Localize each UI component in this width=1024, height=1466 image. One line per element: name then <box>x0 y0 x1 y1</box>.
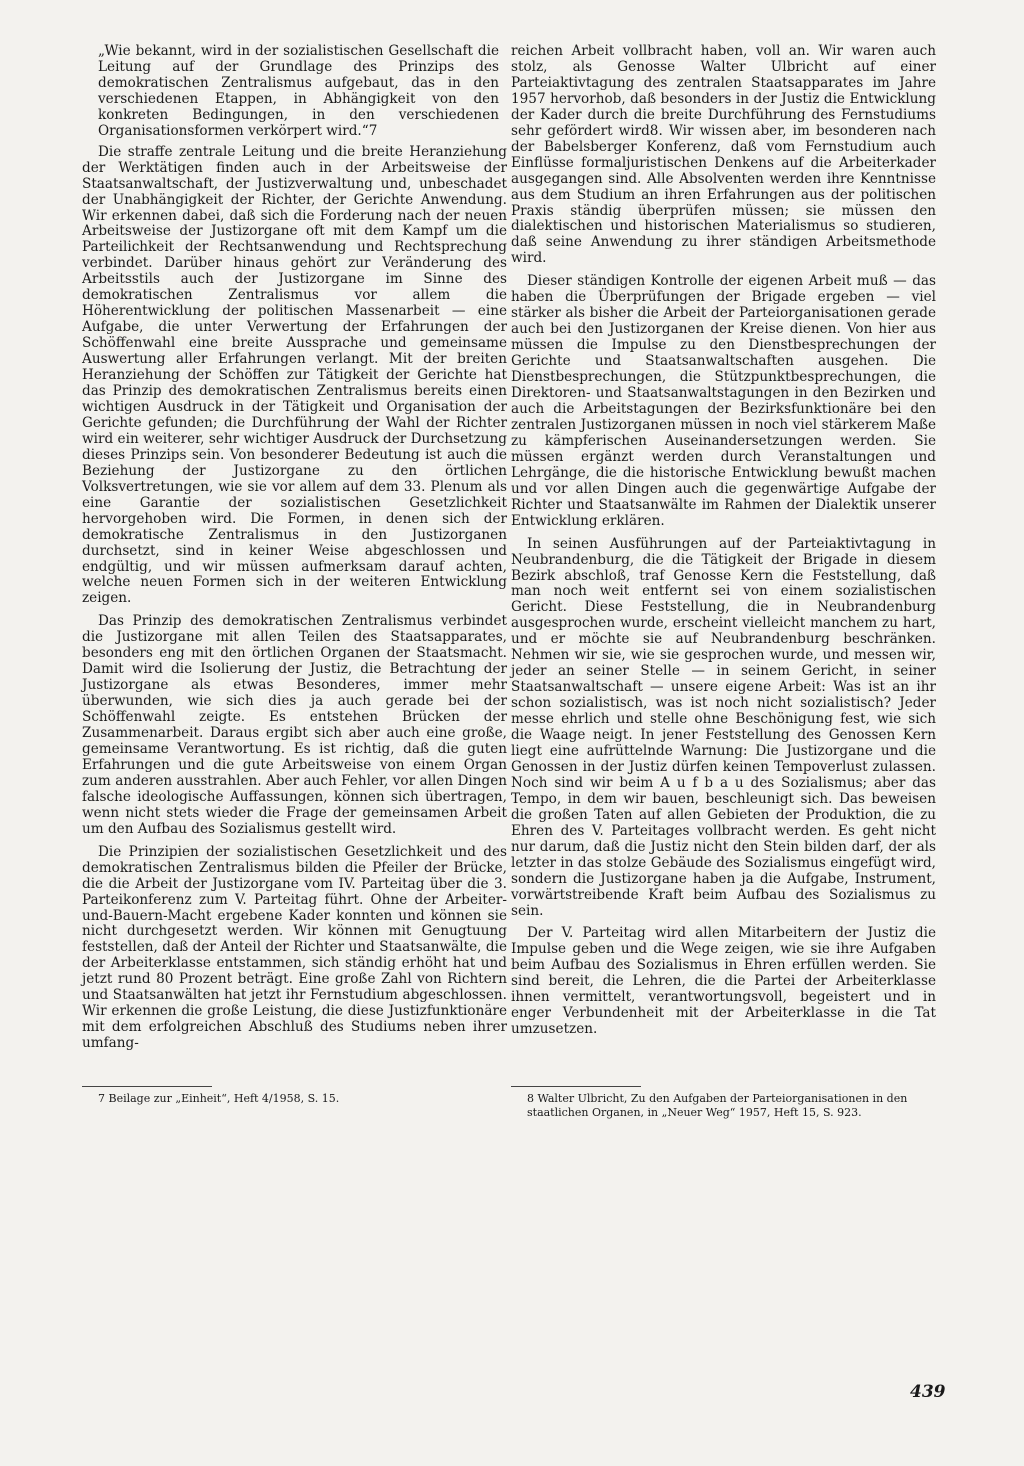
paragraph: Das Prinzip des demokratischen Zentralismus verbindet die Justizorgane mit allen Teilen des Staatsapparates, besonders eng mit den örtlichen Organen der Staatsmacht. Damit wird die Isolierung der Justiz, die Betrachtung der Justizorgane als etwas Besonderes, immer mehr überwunden, wie sich dies ja auch gerade bei der Schöffenwahl zeigte. Es entstehen Brücken der Zusammenarbeit. Daraus ergibt sich aber auch eine große, gemeinsame Verantwortung. Es ist richtig, daß die guten Erfahrungen und die gute Arbeitsweise von einem Organ zum anderen ausstrahlen. Aber auch Fehler, vor allen Dingen falsche ideologische Auffassungen, können sich übertragen, wenn nicht stets wieder die Frage der gemeinsamen Arbeit um den Aufbau des Sozialismus gestellt wird. <box>82 613 507 837</box>
block-quote: „Wie bekannt, wird in der sozialistischen Gesellschaft die Leitung auf der Grundlage des Prinzips des demokratischen Zentralismus aufgebaut, das in den verschiedenen Etappen, in Abhängigkeit von den konkreten Bedingungen, in den verschiedenen Organisationsformen verkörpert wird.“7 <box>98 43 499 139</box>
left-column <box>82 44 507 1059</box>
page-number: 439 <box>910 1382 946 1402</box>
paragraph: Dieser ständigen Kontrolle der eigenen Arbeit muß — das haben die Überprüfungen der Brigade ergeben — viel stärker als bisher die Arbeit der Parteiorganisationen gerade auch bei den Justizorganen der Kreise dienen. Von hier aus müssen die Impulse zu den Dienstbesprechungen der Gerichte und Staatsanwaltschaften ausgehen. Die Dienstbesprechungen, die Stützpunktbesprechungen, die Direktoren- und Staatsanwaltstagungen in den Bezirken und auch die Arbeitstagungen der Bezirksfunktionäre bei den zentralen Justizorganen müssen in noch viel stärkerem Maße zu kämpferischen Auseinandersetzungen werden. Sie müssen ergänzt werden durch Veranstaltungen und Lehrgänge, die die historische Entwicklung bewußt machen und vor allen Dingen auch die gegenwärtige Aufgabe der Richter und Staatsanwälte im Rahmen der Dialektik unserer Entwicklung erklären. <box>511 273 936 529</box>
footnote-rule <box>511 1086 641 1087</box>
paragraph: Die straffe zentrale Leitung und die breite Heranziehung der Werktätigen finden auch in der Arbeitsweise der Staatsanwaltschaft, der Justizverwaltung und, unbeschadet der Unabhängigkeit der Richter, der Gerichte Anwendung. Wir erkennen dabei, daß sich die Forderung nach der neuen Arbeitsweise der Justizorgane oft mit dem Kampf um die Parteilichkeit der Rechtsanwendung und Rechtsprechung verbindet. Darüber hinaus gehört zur Veränderung des Arbeitsstils auch der Justizorgane im Sinne des demokratischen Zentralismus vor allem die Höherentwicklung der politischen Massenarbeit — eine Aufgabe, die unter Verwertung der Erfahrungen der Schöffenwahl eine breite Aussprache und gemeinsame Auswertung aller Erfahrungen verlangt. Mit der breiten Heranziehung der Schöffen zur Tätigkeit der Gerichte hat das Prinzip des demokratischen Zentralismus bereits einen wichtigen Ausdruck in der Tätigkeit und Organisation der Gerichte gefunden; die Durchführung der Wahl der Richter wird ein weiterer, sehr wichtiger Ausdruck der Durchsetzung dieses Prinzips sein. Von besonderer Bedeutung ist auch die Beziehung der Justizorgane zu den örtlichen Volksvertretungen, wie sie vor allem auf dem 33. Plenum als eine Garantie der sozialistischen Gesetzlichkeit hervorgehoben wird. Die Formen, in denen sich der demokratische Zentralismus in den Justizorganen durchsetzt, sind in keiner Weise abgeschlossen und endgültig, und wir müssen aufmerksam darauf achten, welche neuen Formen sich in der weiteren Entwicklung zeigen. <box>82 143 507 607</box>
footnote-8: 8 Walter Ulbricht, Zu den Aufgaben der Parteiorganisationen in den staatlichen Organen, in „Neuer Weg“ 1957, Heft 15, S. 923. <box>527 1092 908 1119</box>
paragraph: Die Prinzipien der sozialistischen Gesetzlichkeit und des demokratischen Zentralismus bilden die Pfeiler der Brücke, die die Arbeit der Justizorgane vom IV. Parteitag über die 3. Parteikonferenz zum V. Parteitag führt. Ohne der Arbeiter-und-Bauern-Macht ergebene Kader konnten und können sie nicht durchgesetzt werden. Wir können mit Genugtuung feststellen, daß der Anteil der Richter und Staatsanwälte, die der Arbeiterklasse entstammen, sich ständig erhöht hat und jetzt rund 80 Prozent beträgt. Eine große Zahl von Richtern und Staatsanwälten hat jetzt ihr Fernstudium abgeschlossen. Wir erkennen die große Leistung, die diese Justizfunktionäre mit dem erfolgreichen Abschluß des Studiums neben ihrer umfang- <box>82 843 507 1052</box>
footnote-7: 7 Beilage zur „Einheit“, Heft 4/1958, S. 15. <box>98 1092 340 1105</box>
footnote-rule <box>82 1086 212 1087</box>
paragraph: In seinen Ausführungen auf der Parteiaktivtagung in Neubrandenburg, die die Tätigkeit der Brigade in diesem Bezirk abschloß, traf Genosse Kern die Feststellung, daß man noch weit entfernt sei von einem sozialistischen Gericht. Diese Feststellung, die in Neubrandenburg ausgesprochen wurde, erscheint vielleicht manchem zu hart, und er möchte sie auf Neubrandenburg beschränken. Nehmen wir sie, wie sie gesprochen wurde, und messen wir, jeder an seiner Stelle — in seinem Gericht, in seiner Staatsanwaltschaft — unsere eigene Arbeit: Was ist an ihr schon sozialistisch, was ist noch nicht sozialistisch? Jeder messe ehrlich und stelle ohne Beschönigung fest, wie sich die Waage neigt. In jener Feststellung des Genossen Kern liegt eine aufrüttelnde Warnung: Die Justizorgane und die Genossen in der Justiz dürfen keinen Tempoverlust zulassen. Noch sind wir beim A u f b a u des Sozialismus; aber das Tempo, in dem wir bauen, beschleunigt sich. Das beweisen die großen Taten auf allen Gebieten der Produktion, die zu Ehren des V. Parteitages vollbracht werden. Es geht nicht nur darum, daß die Justiz nicht den Stein bilden darf, der als letzter in das stolze Gebäude des Sozialismus eingefügt wird, sondern die Justizorgane haben ja die Aufgabe, Instrument, vorwärtstreibende Kraft beim Aufbau des Sozialismus zu sein. <box>511 535 936 919</box>
paragraph-continuation: reichen Arbeit vollbracht haben, voll an. Wir waren auch stolz, als Genosse Walter Ulbricht auf einer Parteiaktivtagung des zentralen Staatsapparates im Jahre 1957 hervorhob, daß besonders in der Justiz die Entwicklung der Kader durch die breite Durchführung des Fernstudiums sehr gefördert wird8. Wir wissen aber, im besonderen nach der Babelsberger Konferenz, daß vom Fernstudium auch Einflüsse formaljuristischen Denkens auf die Arbeiterkader ausgegangen sind. Alle Absolventen werden ihre Kenntnisse aus dem Studium an ihren Erfahrungen aus der politischen Praxis ständig überprüfen müssen; sie müssen den dialektischen und historischen Materialismus so studieren, daß seine Anwendung zu ihrer ständigen Arbeitsmethode wird. <box>511 43 936 267</box>
paragraph: Der V. Parteitag wird allen Mitarbeitern der Justiz die Impulse geben und die Wege zeigen, wie sie ihre Aufgaben beim Aufbau des Sozialismus in Ehren erfüllen werden. Sie sind bereit, die Lehren, die die Partei der Arbeiterklasse ihnen vermittelt, verantwortungsvoll, begeistert und in enger Verbundenheit mit der Arbeiterklasse in die Tat umzusetzen. <box>511 925 936 1038</box>
right-column <box>511 44 936 1045</box>
